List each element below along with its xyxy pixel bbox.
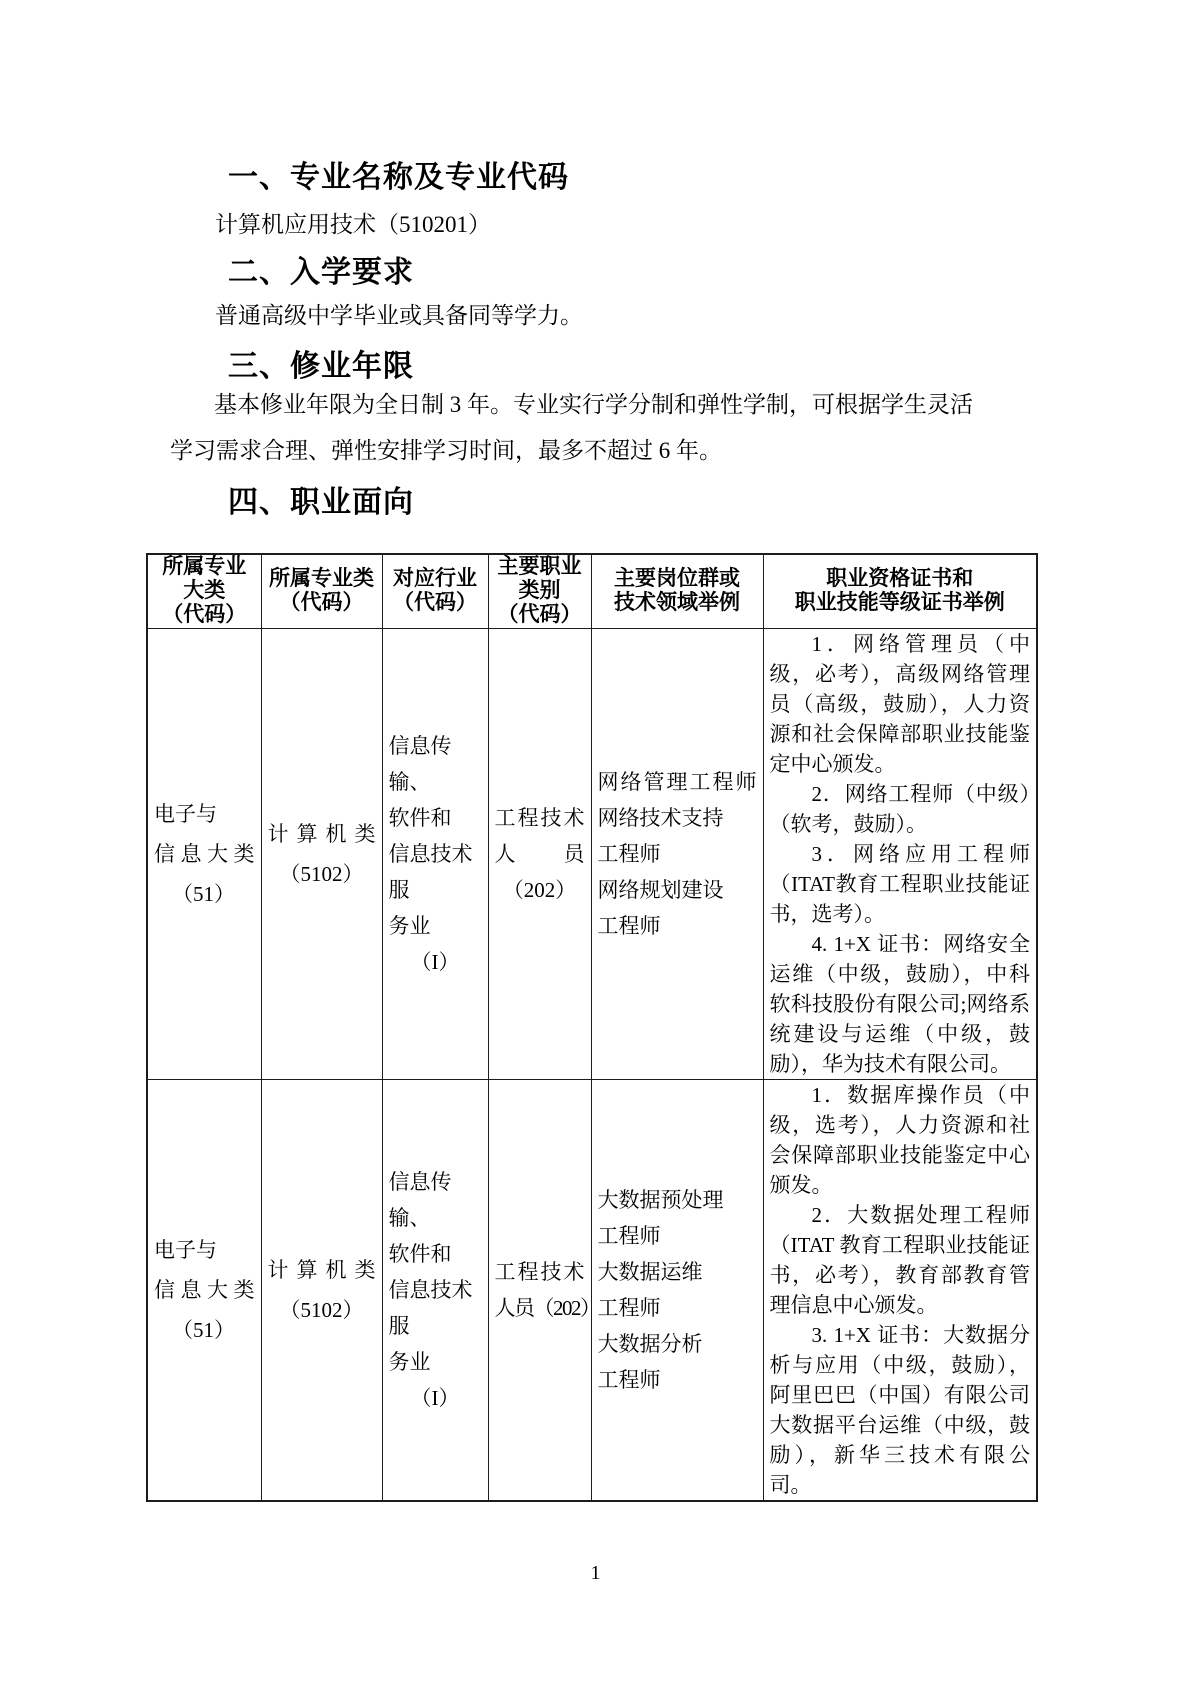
table-row-network xyxy=(147,628,1037,1079)
certificate-item: 2．大数据处理工程师（ITAT 教育工程职业技能证书，必考），教育部教育管理信息中心颁发。 xyxy=(769,1202,1030,1317)
cell-category: 计算机类 （5102） xyxy=(261,628,382,1079)
table-row-bigdata xyxy=(147,1079,1037,1501)
section-2-text: 普通高级中学毕业或具备同等学力。 xyxy=(215,303,583,328)
cell-occupation-type: 工程技术 人员（202） xyxy=(488,1079,591,1501)
section-3-paragraph xyxy=(170,382,1023,474)
header-major-category: 所属专业 大类 （代码） xyxy=(147,554,261,628)
cell-category: 计算机类 （5102） xyxy=(261,1079,382,1501)
table-header-row xyxy=(147,554,1037,628)
certificate-item: 3．网络应用工程师（ITAT教育工程职业技能证书，选考）。 xyxy=(769,841,1030,926)
certificate-item: 1．数据库操作员（中级，选考），人力资源和社会保障部职业技能鉴定中心颁发。 xyxy=(769,1082,1030,1197)
cell-position-group: 大数据预处理 工程师 大数据运维 工程师 大数据分析 工程师 xyxy=(591,1079,763,1501)
certificate-item: 1．网络管理员（中级，必考），高级网络管理员（高级，鼓励），人力资源和社会保障部职业技能鉴定中心颁发。 xyxy=(769,631,1030,776)
header-certificates: 职业资格证书和 职业技能等级证书举例 xyxy=(763,554,1037,628)
cell-major-category: 电子与 信息大类 （51） xyxy=(147,1079,261,1501)
cell-industry: 信息传输、 软件和 信息技术服 务业 （I） xyxy=(382,1079,488,1501)
section-4-heading: 四、职业面向 xyxy=(228,486,414,519)
cell-certificates xyxy=(763,1079,1037,1501)
header-position-group: 主要岗位群或 技术领域举例 xyxy=(591,554,763,628)
section-1-text: 计算机应用技术（510201） xyxy=(215,212,491,237)
certificate-item: 2．网络工程师（中级）（软考，鼓励）。 xyxy=(769,781,1030,836)
section-1-heading: 一、专业名称及专业代码 xyxy=(228,161,569,194)
header-occupation-type: 主要职业 类别 （代码） xyxy=(488,554,591,628)
section-3-text-line-2: 学习需求合理、弹性安排学习时间，最多不超过 6 年。 xyxy=(170,438,722,463)
cell-occupation-type: 工程技术 人员 （202） xyxy=(488,628,591,1079)
section-3-heading: 三、修业年限 xyxy=(228,350,414,383)
cell-certificates xyxy=(763,628,1037,1079)
section-3-text-line-1: 基本修业年限为全日制 3 年。专业实行学分制和弹性学制，可根据学生灵活 xyxy=(214,392,973,417)
cell-major-category: 电子与 信息大类 （51） xyxy=(147,628,261,1079)
certificate-item: 4. 1+X 证书：网络安全运维（中级，鼓励），中科软科技股份有限公司;网络系统建设与运维（中级，鼓励），华为技术有限公司。 xyxy=(769,931,1030,1076)
section-2-heading: 二、入学要求 xyxy=(228,256,414,289)
page-number: 1 xyxy=(590,1562,601,1584)
header-category: 所属专业类 （代码） xyxy=(261,554,382,628)
header-industry: 对应行业 （代码） xyxy=(382,554,488,628)
certificate-item: 3. 1+X 证书：大数据分析与应用（中级，鼓励），阿里巴巴（中国）有限公司大数据平台运维（中级，鼓励），新华三技术有限公司。 xyxy=(769,1322,1030,1497)
cell-position-group: 网络管理工程师 网络技术支持 工程师 网络规划建设 工程师 xyxy=(591,628,763,1079)
cell-industry: 信息传输、 软件和 信息技术服 务业 （I） xyxy=(382,628,488,1079)
occupation-orientation-table xyxy=(146,553,1038,1502)
